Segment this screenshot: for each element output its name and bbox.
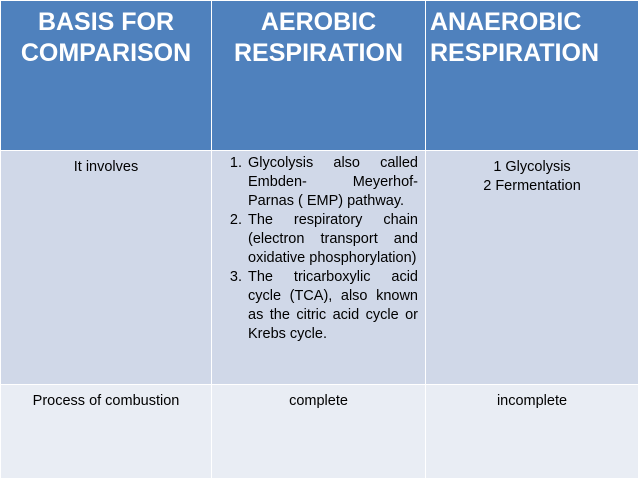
list-item: 2. The respiratory chain (electron transport and oxidative phosphorylation) — [246, 211, 418, 268]
aerobic-cell: complete — [212, 385, 426, 479]
anaerobic-cell — [426, 151, 638, 385]
table-row — [1, 385, 638, 479]
aerobic-cell — [212, 151, 426, 385]
basis-cell: It involves — [1, 151, 212, 385]
basis-cell: Process of combustion — [1, 385, 212, 479]
list-item: 1. Glycolysis also called Embden- Meyerhof- Parnas ( EMP) pathway. — [246, 154, 418, 211]
list-item: 3. The tricarboxylic acid cycle (TCA), also known as the citric acid cycle or Krebs cycle. — [246, 268, 418, 344]
header-row — [1, 1, 638, 151]
table-row — [1, 151, 638, 385]
anaerobic-cell: incomplete — [426, 385, 638, 479]
anaerobic-line: 2 Fermentation — [430, 177, 634, 196]
aerobic-list — [216, 154, 418, 344]
header-basis: BASIS FOR COMPARISON — [1, 1, 212, 151]
anaerobic-line: 1 Glycolysis — [430, 158, 634, 177]
header-anaerobic: ANAEROBIC RESPIRATION — [426, 1, 638, 151]
header-aerobic: AEROBIC RESPIRATION — [212, 1, 426, 151]
